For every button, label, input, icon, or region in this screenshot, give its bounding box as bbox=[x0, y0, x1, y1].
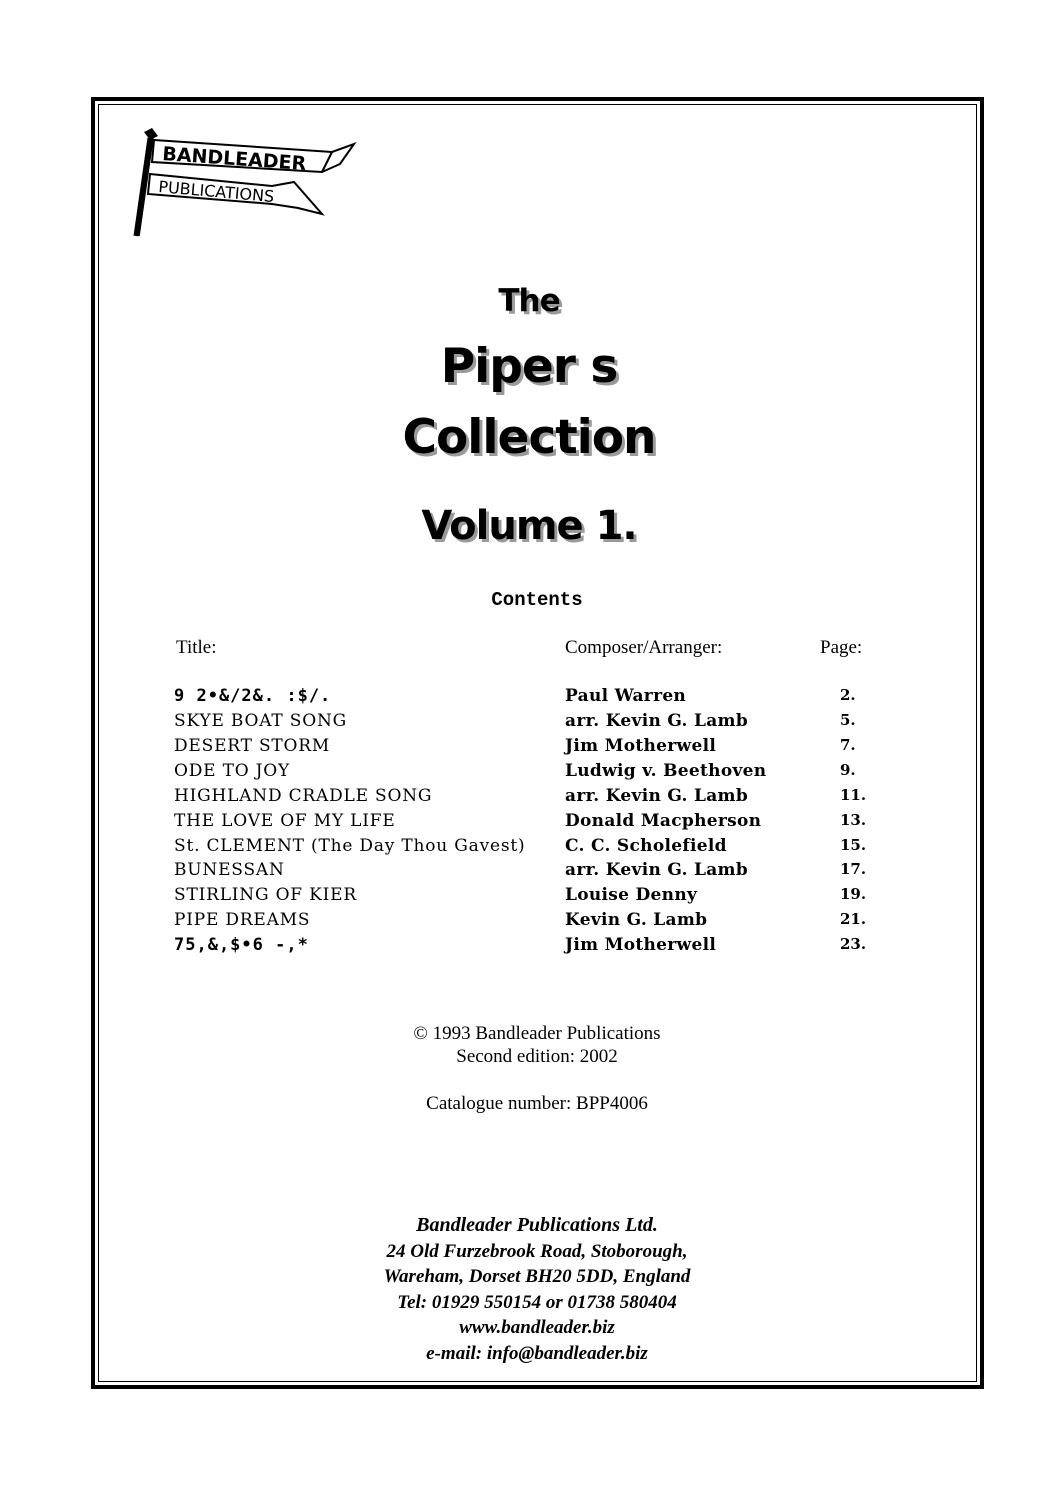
row-title: DESERT STORM bbox=[174, 736, 331, 756]
table-row bbox=[0, 935, 1058, 960]
row-composer: arr. Kevin G. Lamb bbox=[565, 860, 749, 880]
table-row bbox=[0, 885, 1058, 910]
contents-heading: Contents bbox=[491, 589, 583, 611]
table-row bbox=[0, 786, 1058, 811]
column-header-title: Title: bbox=[176, 637, 217, 658]
row-composer: Jim Motherwell bbox=[565, 935, 717, 955]
table-row bbox=[0, 860, 1058, 885]
title-volume: Volume 1. bbox=[421, 503, 637, 549]
row-title: 9 2•&/2&. :$/. bbox=[174, 686, 332, 706]
row-composer: Paul Warren bbox=[565, 686, 687, 706]
row-page: 15. bbox=[840, 836, 867, 854]
row-page: 5. bbox=[840, 711, 856, 729]
row-page: 23. bbox=[840, 935, 867, 953]
row-page: 17. bbox=[840, 860, 867, 878]
row-composer: Ludwig v. Beethoven bbox=[565, 761, 767, 781]
row-composer: Louise Denny bbox=[565, 885, 698, 905]
logo-text-bandleader: BANDLEADER bbox=[161, 143, 307, 176]
row-page: 11. bbox=[840, 786, 867, 804]
catalogue-number: Catalogue number: BPP4006 bbox=[426, 1093, 648, 1114]
publisher-name: Bandleader Publications Ltd. bbox=[416, 1214, 658, 1236]
row-page: 9. bbox=[840, 761, 856, 779]
table-row bbox=[0, 910, 1058, 935]
bandleader-logo bbox=[122, 122, 368, 240]
row-title: THE LOVE OF MY LIFE bbox=[174, 811, 396, 831]
row-title: St. CLEMENT (The Day Thou Gavest) bbox=[174, 836, 526, 856]
copyright-line: © 1993 Bandleader Publications bbox=[413, 1023, 661, 1044]
edition-line: Second edition: 2002 bbox=[456, 1046, 618, 1067]
row-title: PIPE DREAMS bbox=[174, 910, 311, 930]
row-composer: Jim Motherwell bbox=[565, 736, 717, 756]
row-title: STIRLING OF KIER bbox=[174, 885, 357, 905]
title-pipers: Piper s bbox=[440, 339, 618, 394]
table-row bbox=[0, 811, 1058, 836]
row-title: ODE TO JOY bbox=[174, 761, 291, 781]
row-composer: Donald Macpherson bbox=[565, 811, 762, 831]
table-row bbox=[0, 686, 1058, 711]
row-title: HIGHLAND CRADLE SONG bbox=[174, 786, 433, 806]
row-title: BUNESSAN bbox=[174, 860, 285, 880]
table-row bbox=[0, 711, 1058, 736]
row-page: 13. bbox=[840, 811, 867, 829]
table-row bbox=[0, 736, 1058, 761]
row-page: 19. bbox=[840, 885, 867, 903]
row-composer: C. C. Scholefield bbox=[565, 836, 727, 856]
row-page: 2. bbox=[840, 686, 856, 704]
address-telephone: Tel: 01929 550154 or 01738 580404 bbox=[397, 1291, 677, 1313]
row-title: 75,&,$•6 -,* bbox=[174, 935, 309, 955]
address-street: 24 Old Furzebrook Road, Stoborough, bbox=[386, 1240, 688, 1262]
row-page: 7. bbox=[840, 736, 856, 754]
row-composer: Kevin G. Lamb bbox=[565, 910, 708, 930]
title-collection: Collection bbox=[402, 410, 656, 465]
column-header-page: Page: bbox=[820, 637, 863, 658]
row-page: 21. bbox=[840, 910, 867, 928]
row-composer: arr. Kevin G. Lamb bbox=[565, 786, 749, 806]
row-composer: arr. Kevin G. Lamb bbox=[565, 711, 749, 731]
publisher-address bbox=[0, 1213, 1058, 1366]
logo-text-publications: PUBLICATIONS bbox=[157, 177, 275, 207]
row-title: SKYE BOAT SONG bbox=[174, 711, 347, 731]
table-row bbox=[0, 836, 1058, 861]
address-email: e-mail: info@bandleader.biz bbox=[426, 1342, 648, 1364]
address-town: Wareham, Dorset BH20 5DD, England bbox=[383, 1266, 691, 1287]
column-header-composer: Composer/Arranger: bbox=[565, 637, 723, 658]
address-website: www.bandleader.biz bbox=[459, 1317, 615, 1338]
table-row bbox=[0, 761, 1058, 786]
title-the: The bbox=[498, 283, 560, 319]
